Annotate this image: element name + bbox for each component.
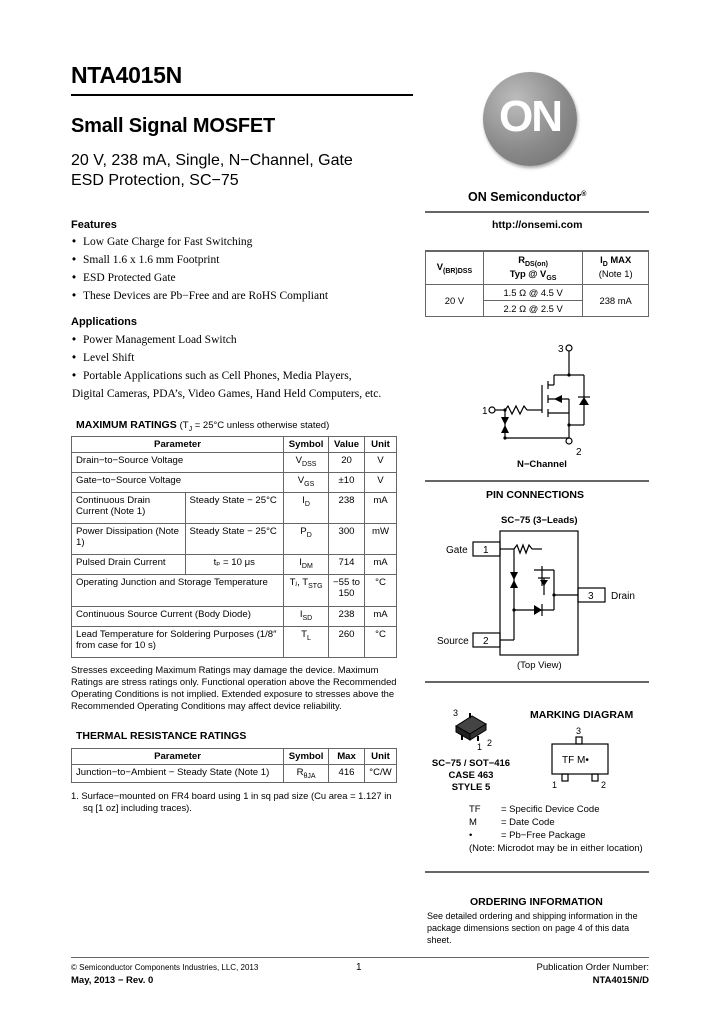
list-item: • Portable Applications such as Cell Phones, Media Players, Digital Cameras, PDA’s, Video Games, Hand Held Computers, etc. — [72, 367, 417, 403]
legend-row: M = Date Code — [469, 817, 555, 828]
column-header: Value — [329, 437, 365, 453]
thermal-heading: THERMAL RESISTANCE RATINGS — [76, 730, 247, 742]
marking-code: TF M• — [562, 755, 589, 766]
list-item: • These Devices are Pb−Free and are RoHS Compliant — [72, 287, 412, 305]
schematic-pin-2: 2 — [576, 447, 582, 458]
ordering-heading: ORDERING INFORMATION — [470, 896, 603, 908]
package-pin-3: 3 — [453, 708, 459, 718]
divider — [425, 480, 649, 482]
publication-label: Publication Order Number: — [536, 962, 649, 973]
footnote: 1. Surface−mounted on FR4 board using 1 in sq pad size (Cu area = 1.127 in sq [1 oz] including traces). — [71, 790, 392, 813]
applications-list — [72, 331, 417, 403]
package-pin-1: 1 — [477, 742, 483, 752]
page-number: 1 — [356, 962, 362, 973]
pin-label-3: 3 — [588, 591, 594, 602]
on-logo — [483, 72, 577, 166]
column-header: Unit — [365, 437, 397, 453]
marking-legend — [469, 803, 643, 855]
table-row: 2.2 Ω @ 2.5 V — [426, 300, 649, 316]
company-label: ON Semiconductor — [468, 190, 582, 204]
column-header: Symbol — [284, 437, 329, 453]
mosfet-schematic — [470, 335, 620, 465]
pin-connections-heading: PIN CONNECTIONS — [486, 489, 585, 501]
table-row: 20 V 1.5 Ω @ 4.5 V 238 mA — [426, 284, 649, 300]
pin-label-1: 1 — [483, 545, 489, 556]
table-row: Pulsed Drain Current tₚ = 10 μs $I_{DM}$ 714 mA — [72, 555, 397, 575]
marking-heading: MARKING DIAGRAM — [530, 709, 634, 721]
drain-label: Drain — [611, 591, 635, 602]
marking-pin-2: 2 — [601, 780, 607, 790]
page-subtitle — [71, 151, 353, 191]
table-header-row: Parameter Symbol Max Unit — [72, 749, 397, 765]
table-row: Operating Junction and Storage Temperature Tⱼ, $T_{STG}$ −55 to 150 °C — [72, 575, 397, 607]
schematic-pin-3: 3 — [558, 344, 564, 355]
pin-package-label: SC−75 (3−Leads) — [501, 515, 578, 526]
max-ratings-table — [71, 436, 397, 658]
subtitle-line-1: 20 V, 238 mA, Single, N−Channel, Gate — [71, 152, 353, 169]
website-url[interactable]: http://onsemi.com — [492, 219, 583, 231]
marking-pin-1: 1 — [552, 780, 558, 790]
marking-diagram — [548, 724, 618, 794]
footer-rule — [71, 957, 649, 958]
ordering-text: See detailed ordering and shipping information in the package dimensions section on page 4 of this data sheet. — [427, 911, 638, 945]
legend-row: TF = Specific Device Code — [469, 804, 600, 815]
schematic-caption: N−Channel — [517, 459, 567, 470]
list-item: • Power Management Load Switch — [72, 331, 417, 349]
source-label: Source — [437, 636, 469, 647]
title-rule — [71, 94, 413, 96]
revision-date: May, 2013 − Rev. 0 — [71, 975, 154, 986]
pin-connections-diagram — [430, 528, 650, 668]
table-header-row — [72, 437, 397, 453]
stress-note: Stresses exceeding Maximum Ratings may damage the device. Maximum Ratings are stress ratings only. Functional operation above the Recommended Operating Conditions is not implied. Extended exposure to stresses above the Recommended Operating Conditions may affect device reliability. — [71, 664, 397, 711]
divider — [425, 871, 649, 873]
package-drawing — [448, 704, 508, 754]
list-item: • Low Gate Charge for Fast Switching — [72, 233, 412, 251]
table-row: Drain−to−Source Voltage $V_{DSS}$ 20 V — [72, 453, 397, 473]
subtitle-line-2: ESD Protection, SC−75 — [71, 172, 239, 189]
pin-label-2: 2 — [483, 636, 489, 647]
table-row: Gate−to−Source Voltage $V_{GS}$ ±10 V — [72, 473, 397, 493]
table-header-row: $V_{(BR)DSS}$ $R_{DS(on)}$ Typ @ $V_{GS}$ $I_D$ MAX (Note 1) — [426, 251, 649, 284]
part-number: NTA4015N — [71, 62, 182, 88]
table-row: Power Dissipation (Note 1) Steady State − 25°C $P_D$ 300 mW — [72, 524, 397, 555]
table-row: Continuous Source Current (Body Diode) $I_{SD}$ 238 mA — [72, 607, 397, 627]
features-heading: Features — [71, 219, 117, 231]
summary-table — [425, 250, 649, 317]
package-info: SC−75 / SOT−416 CASE 463 STYLE 5 — [431, 758, 511, 793]
list-item: • Level Shift — [72, 349, 417, 367]
legend-row: • = Pb−Free Package — [469, 830, 586, 841]
schematic-pin-1: 1 — [482, 406, 488, 417]
table-row: Continuous Drain Current (Note 1) Steady State − 25°C $I_D$ 238 mA — [72, 493, 397, 524]
applications-heading: Applications — [71, 316, 138, 328]
publication-number: NTA4015N/D — [592, 975, 649, 986]
legend-note: (Note: Microdot may be in either location) — [469, 843, 643, 854]
thermal-table — [71, 748, 397, 783]
gate-label: Gate — [446, 545, 468, 556]
max-ratings-heading: MAXIMUM RATINGS ($T_J = 25^\circ C$ unless otherwise stated) — [76, 419, 330, 434]
table-row: Junction−to−Ambient − Steady State (Note 1) $R_{\theta JA}$ 416 °C/W — [72, 765, 397, 783]
divider — [425, 681, 649, 683]
package-pin-2: 2 — [487, 738, 493, 748]
divider — [425, 211, 649, 213]
top-view-caption: (Top View) — [517, 660, 562, 671]
copyright: © Semiconductor Components Industries, LLC, 2013 — [71, 963, 259, 972]
list-item: • Small 1.6 x 1.6 mm Footprint — [72, 251, 412, 269]
list-item: • ESD Protected Gate — [72, 269, 412, 287]
marking-pin-3: 3 — [576, 726, 582, 736]
features-list — [72, 233, 412, 305]
company-name — [468, 190, 586, 204]
table-row: Lead Temperature for Soldering Purposes (1/8″ from case for 10 s) $T_L$ 260 °C — [72, 627, 397, 658]
logo-text: ON — [499, 92, 561, 141]
column-header: Parameter — [72, 437, 284, 453]
page-title: Small Signal MOSFET — [71, 115, 276, 137]
registered-mark: ® — [581, 190, 587, 198]
